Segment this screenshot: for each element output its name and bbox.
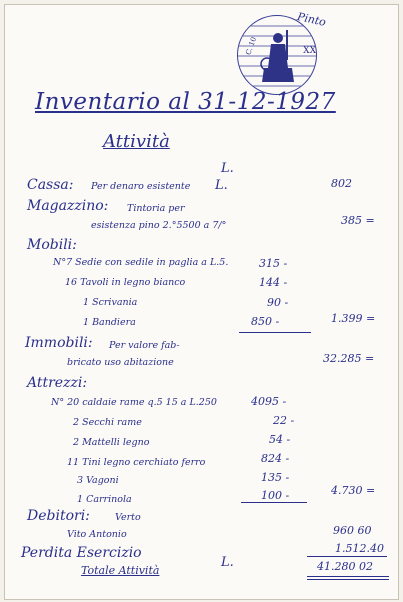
mobili-item: 1 Bandiera bbox=[83, 317, 136, 328]
mobili-total: 1.399 = bbox=[331, 312, 376, 325]
attrezzi-item-amount: 824 - bbox=[261, 452, 290, 465]
mobili-item: 1 Scrivania bbox=[83, 297, 138, 308]
mobili-item-amount: 144 - bbox=[259, 276, 288, 289]
revenue-stamp bbox=[237, 15, 317, 95]
document-page bbox=[4, 4, 399, 600]
attrezzi-item: 2 Mattelli legno bbox=[73, 437, 150, 448]
mobili-sum-rule bbox=[239, 332, 311, 333]
magazzino-line-1: Tintoria per bbox=[127, 203, 185, 214]
attrezzi-item: 1 Carrinola bbox=[77, 494, 132, 505]
debitori-label: Debitori: bbox=[27, 508, 90, 524]
attrezzi-item: 2 Secchi rame bbox=[73, 417, 142, 428]
totale-amount: 41.280 02 bbox=[317, 560, 373, 573]
cassa-lira: L. bbox=[215, 178, 228, 193]
attrezzi-item: N° 20 caldaie rame q.5 15 a L.250 bbox=[51, 397, 217, 408]
lira-column-symbol: L. bbox=[221, 161, 234, 176]
attrezzi-item: 11 Tini legno cerchiato ferro bbox=[67, 457, 206, 468]
immobili-label: Immobili: bbox=[25, 335, 93, 351]
mobili-item: 16 Tavoli in legno bianco bbox=[65, 277, 186, 288]
page-title: Inventario al 31-12-1927 bbox=[35, 89, 336, 115]
magazzino-amount: 385 = bbox=[341, 214, 375, 227]
mobili-item-amount: 850 - bbox=[251, 315, 280, 328]
totale-double-rule bbox=[307, 576, 389, 577]
attrezzi-label: Attrezzi: bbox=[27, 375, 88, 391]
cassa-text: Per denaro esistente bbox=[91, 181, 191, 192]
attrezzi-item-amount: 4095 - bbox=[251, 395, 287, 408]
mobili-item: N°7 Sedie con sedile in paglia a L.5. bbox=[53, 257, 229, 268]
attrezzi-item-amount: 22 - bbox=[273, 414, 295, 427]
debitori-line-1: Verto bbox=[115, 512, 141, 523]
perdita-amount: 1.512.40 bbox=[335, 542, 384, 555]
mobili-item-amount: 315 - bbox=[259, 257, 288, 270]
immobili-amount: 32.285 = bbox=[323, 352, 375, 365]
attrezzi-item-amount: 100 - bbox=[261, 489, 290, 502]
perdita-label: Perdita Esercizio bbox=[21, 545, 142, 561]
magazzino-line-2: esistenza pino 2.°5500 a 7/° bbox=[91, 220, 227, 231]
cassa-amount: 802 bbox=[331, 177, 352, 190]
mobili-item-amount: 90 - bbox=[267, 296, 289, 309]
mobili-label: Mobili: bbox=[27, 237, 77, 253]
section-heading: Attività bbox=[103, 131, 170, 152]
cassa-label: Cassa: bbox=[27, 177, 74, 193]
totale-label: Totale Attività bbox=[81, 564, 160, 577]
stamp-price: C. 10 bbox=[244, 35, 259, 57]
totale-double-rule-2 bbox=[307, 579, 389, 580]
immobili-line-2: bricato uso abitazione bbox=[67, 357, 174, 368]
attrezzi-item-amount: 135 - bbox=[261, 471, 290, 484]
debitori-line-2: Vito Antonio bbox=[67, 529, 127, 540]
attrezzi-item: 3 Vagoni bbox=[77, 475, 119, 486]
magazzino-label: Magazzino: bbox=[27, 198, 109, 214]
totale-lira: L. bbox=[221, 555, 234, 570]
debitori-amount: 960 60 bbox=[333, 524, 372, 537]
signature: Pinto bbox=[295, 10, 328, 29]
immobili-line-1: Per valore fab- bbox=[109, 340, 180, 351]
attrezzi-total: 4.730 = bbox=[331, 484, 376, 497]
attrezzi-sum-rule bbox=[241, 502, 307, 503]
grand-total-rule bbox=[307, 556, 387, 557]
stamp-roman-numeral: XX bbox=[303, 46, 316, 56]
attrezzi-item-amount: 54 - bbox=[269, 433, 291, 446]
